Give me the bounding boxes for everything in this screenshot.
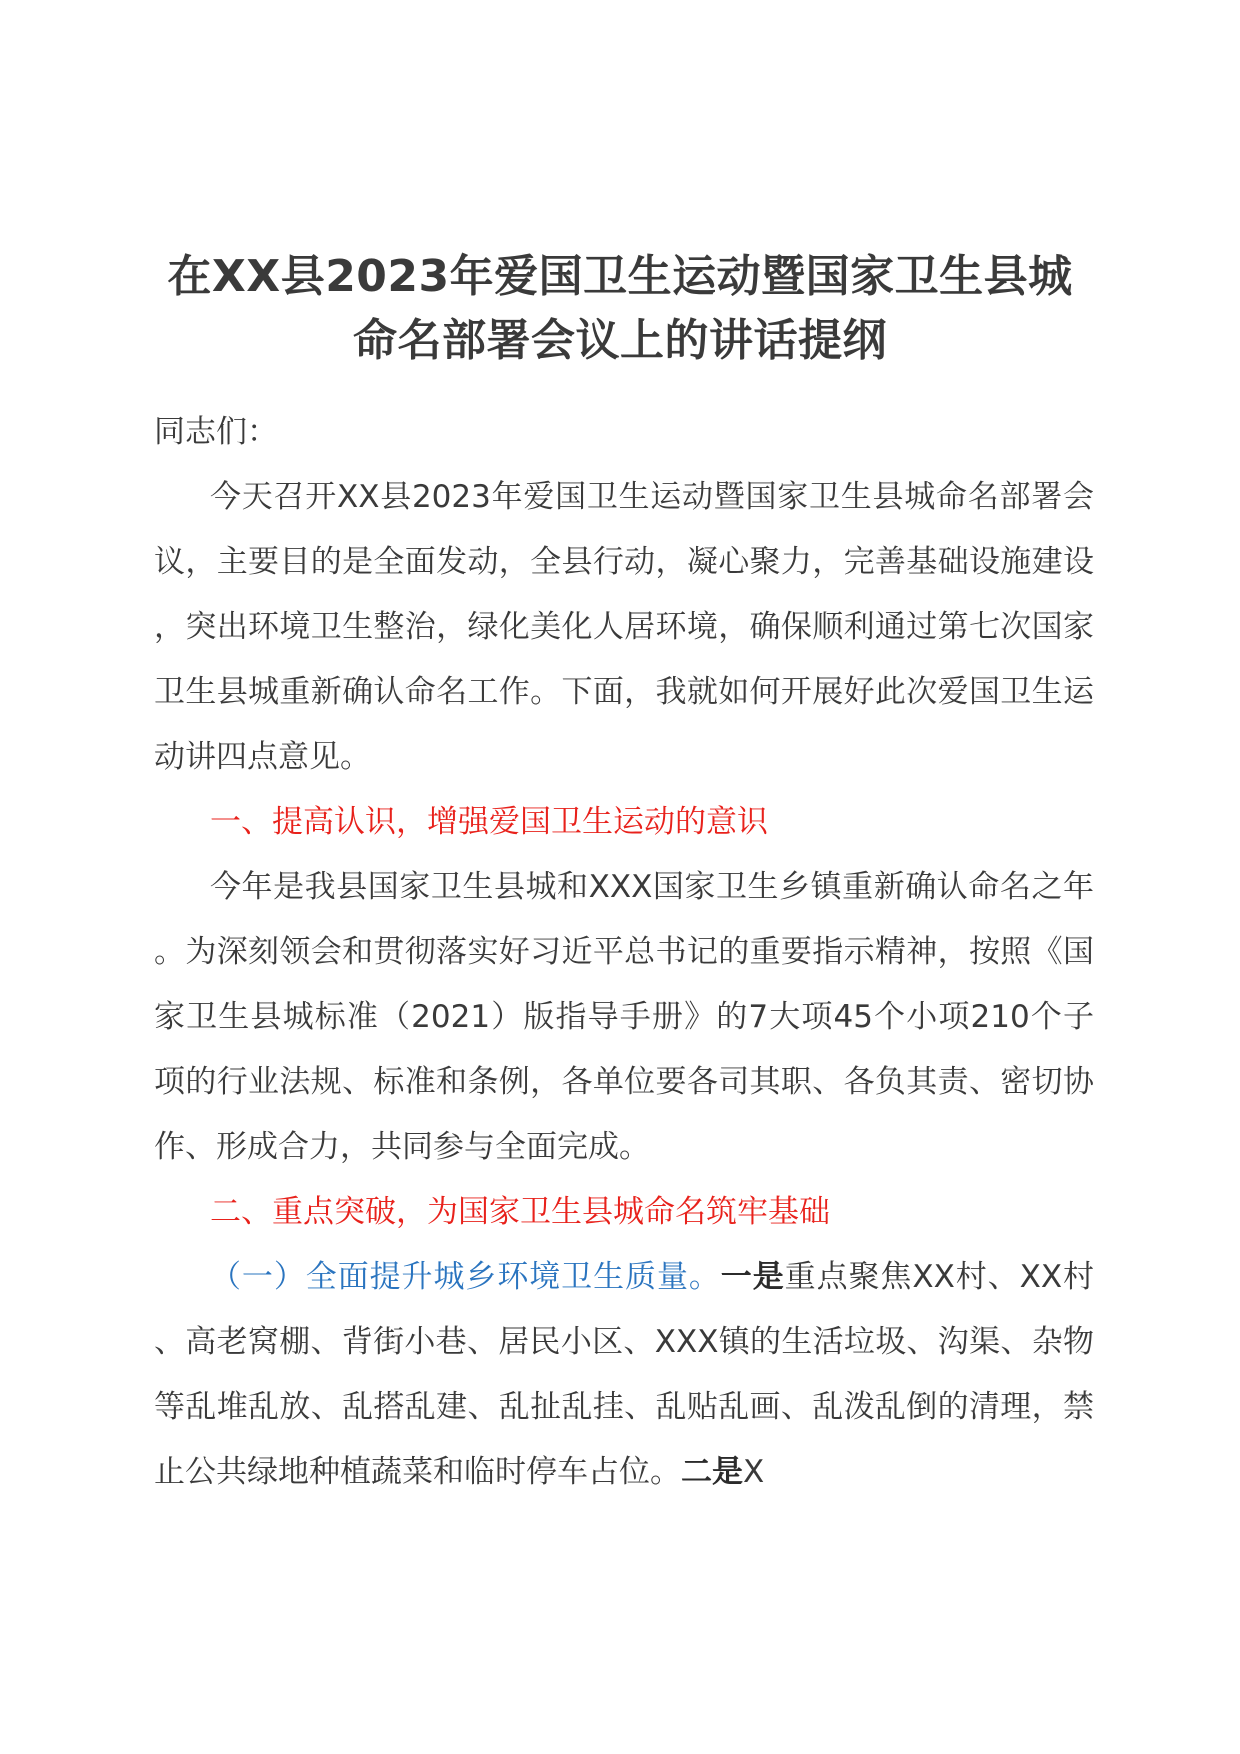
section-1-paragraph: 今年是我县国家卫生县城和XXX国家卫生乡镇重新确认命名之年。为深刻领会和贯彻落实好习近平总书记的重要指示精神，按照《国家卫生县城标准（2021）版指导手册》的7大项45个小项210个子项的行业法规、标准和条例，各单位要各司其职、各负其责、密切协作、形成合力，共同参与全面完成。 — [154, 869, 1094, 1165]
second-point-text: X — [743, 1454, 765, 1490]
document-body — [154, 400, 1094, 1505]
first-point-label: 一是 — [720, 1259, 785, 1295]
section-2-heading: 二、重点突破，为国家卫生县城命名筑牢基础 — [210, 1194, 830, 1230]
intro-paragraph: 今天召开XX县2023年爱国卫生运动暨国家卫生县城命名部署会议，主要目的是全面发动，全县行动，凝心聚力，完善基础设施建设，突出环境卫生整治，绿化美化人居环境，确保顺利通过第七次国家卫生县城重新确认命名工作。下面，我就如何开展好此次爱国卫生运动讲四点意见。 — [154, 479, 1094, 775]
section-2-sub-1-heading: （一）全面提升城乡环境卫生质量。 — [210, 1259, 721, 1295]
document-title: 在XX县2023年爱国卫生运动暨国家卫生县城命名部署会议上的讲话提纲 — [167, 251, 1073, 366]
section-2-sub-1-paragraph — [154, 1245, 1094, 1505]
section-1-heading: 一、提高认识，增强爱国卫生运动的意识 — [210, 804, 768, 840]
first-point-text: 重点聚焦XX村、XX村、高老窝棚、背街小巷、居民小区、XXX镇的生活垃圾、沟渠、杂物等乱堆乱放、乱搭乱建、乱扯乱挂、乱贴乱画、乱泼乱倒的清理，禁止公共绿地种植蔬菜和临时停车占位。 — [154, 1259, 1095, 1490]
salutation: 同志们： — [154, 414, 278, 450]
second-point-label: 二是 — [681, 1454, 743, 1490]
